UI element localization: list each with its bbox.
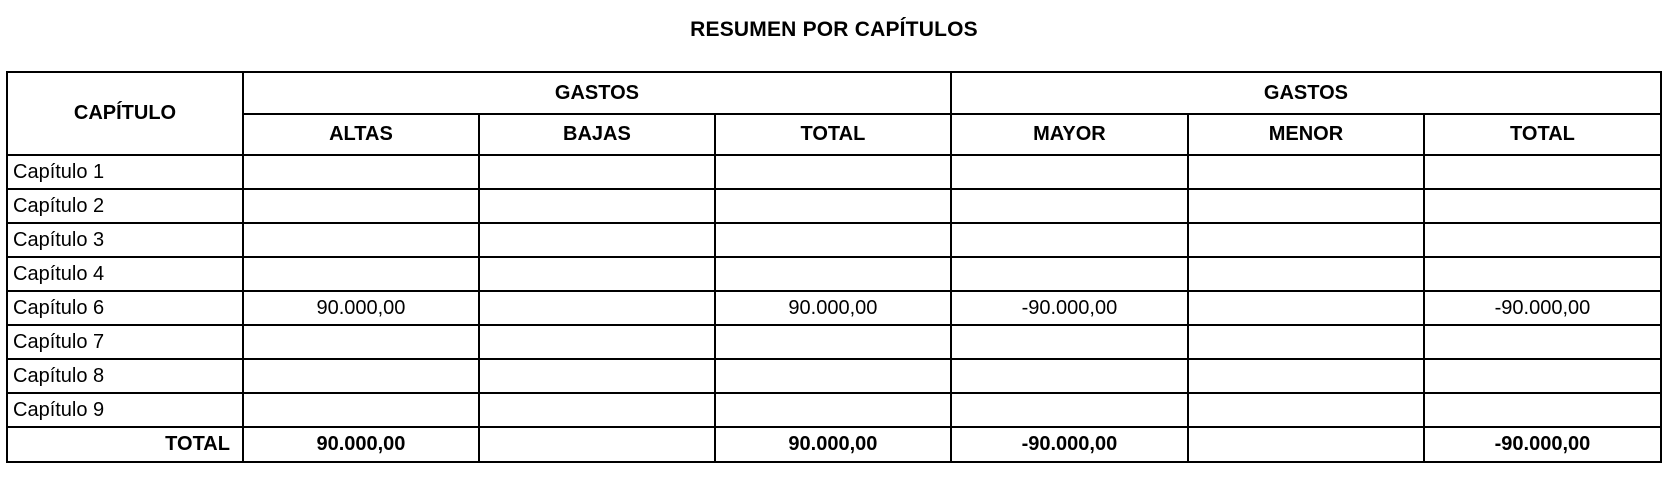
- cell-total-2: [1424, 325, 1661, 359]
- total-total-2: -90.000,00: [1424, 427, 1661, 462]
- total-row: [7, 427, 1661, 462]
- cell-mayor: [951, 189, 1188, 223]
- cell-total-1: [715, 257, 951, 291]
- header-mayor: MAYOR: [951, 114, 1188, 155]
- summary-table: [6, 71, 1662, 463]
- table-row: [7, 393, 1661, 427]
- cell-menor: [1188, 291, 1424, 325]
- header-capitulo: CAPÍTULO: [7, 72, 243, 155]
- cell-altas: [243, 325, 479, 359]
- table-row: [7, 291, 1661, 325]
- cell-menor: [1188, 155, 1424, 189]
- cell-total-2: [1424, 223, 1661, 257]
- cell-total-2: [1424, 359, 1661, 393]
- cell-total-2: [1424, 155, 1661, 189]
- cell-total-1: [715, 393, 951, 427]
- cell-bajas: [479, 393, 715, 427]
- header-menor: MENOR: [1188, 114, 1424, 155]
- table-row: [7, 155, 1661, 189]
- table-row: [7, 223, 1661, 257]
- row-label: Capítulo 1: [7, 155, 243, 189]
- cell-altas: [243, 393, 479, 427]
- cell-total-2: [1424, 257, 1661, 291]
- cell-bajas: [479, 155, 715, 189]
- total-altas: 90.000,00: [243, 427, 479, 462]
- cell-menor: [1188, 325, 1424, 359]
- header-group-gastos-1: GASTOS: [243, 72, 951, 114]
- total-menor: [1188, 427, 1424, 462]
- cell-altas: [243, 359, 479, 393]
- cell-bajas: [479, 291, 715, 325]
- row-label: Capítulo 6: [7, 291, 243, 325]
- cell-mayor: [951, 223, 1188, 257]
- cell-altas: [243, 155, 479, 189]
- cell-total-1: [715, 325, 951, 359]
- header-altas: ALTAS: [243, 114, 479, 155]
- cell-total-2: [1424, 393, 1661, 427]
- table-row: [7, 257, 1661, 291]
- cell-bajas: [479, 257, 715, 291]
- header-total-2: TOTAL: [1424, 114, 1661, 155]
- cell-mayor: [951, 325, 1188, 359]
- cell-bajas: [479, 325, 715, 359]
- total-total-1: 90.000,00: [715, 427, 951, 462]
- header-bajas: BAJAS: [479, 114, 715, 155]
- row-label: Capítulo 2: [7, 189, 243, 223]
- row-label: Capítulo 8: [7, 359, 243, 393]
- cell-mayor: [951, 393, 1188, 427]
- cell-total-2: -90.000,00: [1424, 291, 1661, 325]
- cell-menor: [1188, 393, 1424, 427]
- table-row: [7, 359, 1661, 393]
- table-row: [7, 189, 1661, 223]
- cell-menor: [1188, 223, 1424, 257]
- cell-total-1: [715, 359, 951, 393]
- cell-bajas: [479, 189, 715, 223]
- cell-bajas: [479, 359, 715, 393]
- total-label: TOTAL: [7, 427, 243, 462]
- page-title: RESUMEN POR CAPÍTULOS: [690, 18, 978, 41]
- cell-total-1: [715, 189, 951, 223]
- row-label: Capítulo 9: [7, 393, 243, 427]
- row-label: Capítulo 4: [7, 257, 243, 291]
- cell-mayor: -90.000,00: [951, 291, 1188, 325]
- cell-mayor: [951, 155, 1188, 189]
- cell-mayor: [951, 359, 1188, 393]
- table-row: [7, 325, 1661, 359]
- cell-total-1: 90.000,00: [715, 291, 951, 325]
- row-label: Capítulo 7: [7, 325, 243, 359]
- header-total-1: TOTAL: [715, 114, 951, 155]
- total-mayor: -90.000,00: [951, 427, 1188, 462]
- cell-menor: [1188, 189, 1424, 223]
- cell-menor: [1188, 359, 1424, 393]
- cell-altas: [243, 223, 479, 257]
- cell-total-1: [715, 223, 951, 257]
- cell-total-1: [715, 155, 951, 189]
- cell-bajas: [479, 223, 715, 257]
- cell-altas: [243, 257, 479, 291]
- row-label: Capítulo 3: [7, 223, 243, 257]
- cell-altas: 90.000,00: [243, 291, 479, 325]
- cell-mayor: [951, 257, 1188, 291]
- cell-menor: [1188, 257, 1424, 291]
- cell-total-2: [1424, 189, 1661, 223]
- total-bajas: [479, 427, 715, 462]
- header-group-gastos-2: GASTOS: [951, 72, 1661, 114]
- cell-altas: [243, 189, 479, 223]
